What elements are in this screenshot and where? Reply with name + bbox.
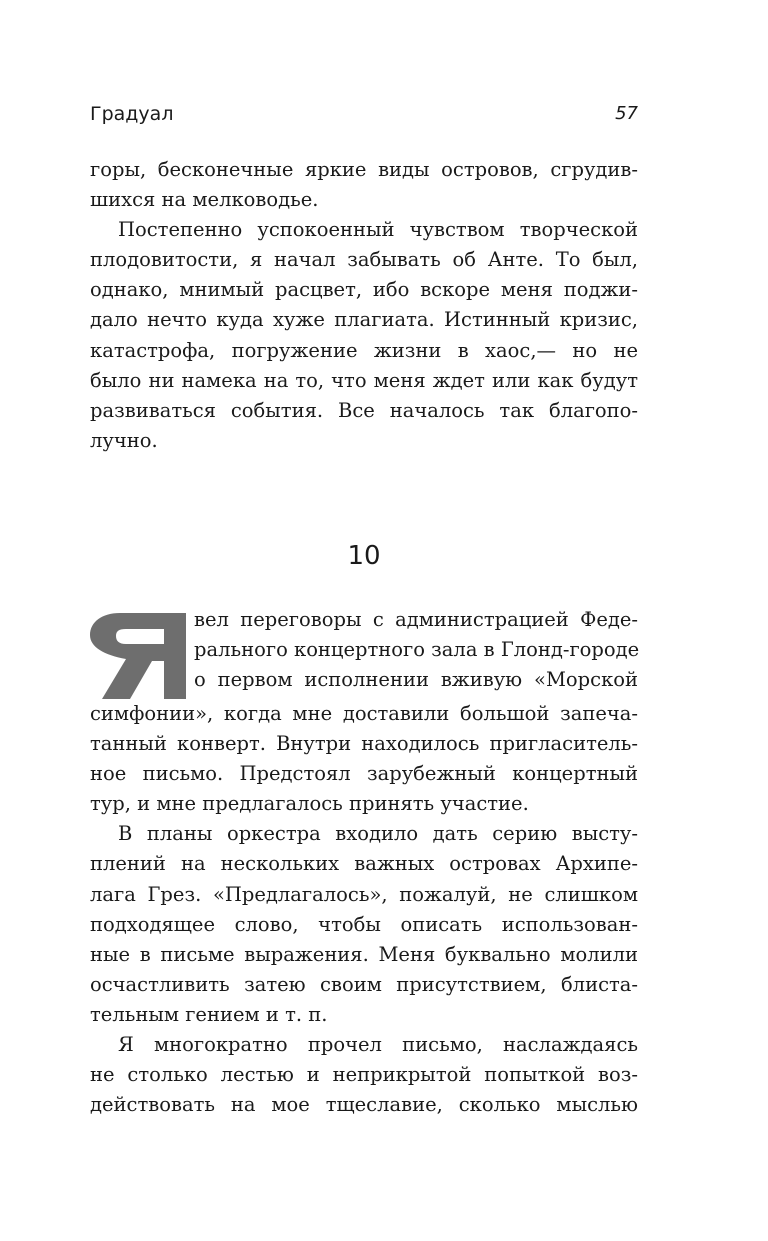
- text-line: катастрофа, погружение жизни в хаос,— но не: [90, 338, 638, 362]
- paragraph: [90, 215, 638, 456]
- text-line: о первом исполнении вживую «Морской: [194, 668, 638, 692]
- text-line: тельным гением и т. п.: [90, 1002, 328, 1026]
- running-head-title: Градуал: [90, 103, 174, 125]
- text-line: симфонии», когда мне доставили большой запеча-: [90, 702, 638, 725]
- chapter-number: 10: [347, 541, 381, 571]
- text-line: вел переговоры с администрацией Феде-: [194, 608, 638, 631]
- book-page: [90, 0, 638, 1241]
- text-line: плодовитости, я начал забывать об Анте. То был,: [90, 248, 638, 272]
- text-line: дало нечто куда хуже плагиата. Истинный кризис,: [90, 308, 638, 332]
- text-line: танный конверт. Внутри находилось пригласитель-: [90, 732, 638, 756]
- drop-cap: [90, 613, 186, 699]
- text-line: не столько лестью и неприкрытой попыткой воз-: [90, 1063, 638, 1087]
- text-line: однако, мнимый расцвет, ибо вскоре меня поджи-: [90, 278, 638, 302]
- text-line: Постепенно успокоенный чувством творческой: [118, 218, 638, 242]
- paragraph: [90, 819, 638, 1030]
- text-line: горы, бесконечные яркие виды островов, сгрудив-: [90, 158, 638, 181]
- text-line: лага Грез. «Предлагалось», пожалуй, не слишком: [90, 882, 638, 906]
- text-block-top: [90, 155, 638, 456]
- running-head: [90, 103, 638, 129]
- text-line: подходящее слово, чтобы описать использован-: [90, 912, 638, 936]
- text-line: развиваться события. Все началось так благопо-: [90, 398, 638, 422]
- text-line: шихся на мелководье.: [90, 188, 319, 212]
- text-block-chapter: [90, 605, 638, 1120]
- text-line: ные в письме выражения. Меня буквально молили: [90, 942, 638, 966]
- text-line: рального концертного зала в Глонд-городе: [194, 638, 640, 662]
- drop-cap-letter-graphic: [90, 613, 186, 699]
- text-line: тур, и мне предлагалось принять участие.: [90, 792, 529, 816]
- paragraph: [90, 1030, 638, 1120]
- text-line: было ни намека на то, что меня ждет или как будут: [90, 368, 638, 392]
- text-line: действовать на мое тщеславие, сколько мыслью: [90, 1093, 638, 1117]
- text-line: В планы оркестра входило дать серию высту-: [118, 822, 638, 846]
- page-number: 57: [615, 103, 638, 124]
- text-line: ное письмо. Предстоял зарубежный концертный: [90, 762, 638, 786]
- text-line: Я многократно прочел письмо, наслаждаясь: [118, 1033, 638, 1057]
- text-line: плений на нескольких важных островах Архипе-: [90, 852, 638, 876]
- text-line: осчастливить затею своим присутствием, блиста-: [90, 972, 638, 996]
- text-line: лучно.: [90, 428, 158, 452]
- paragraph-continued: [90, 155, 638, 215]
